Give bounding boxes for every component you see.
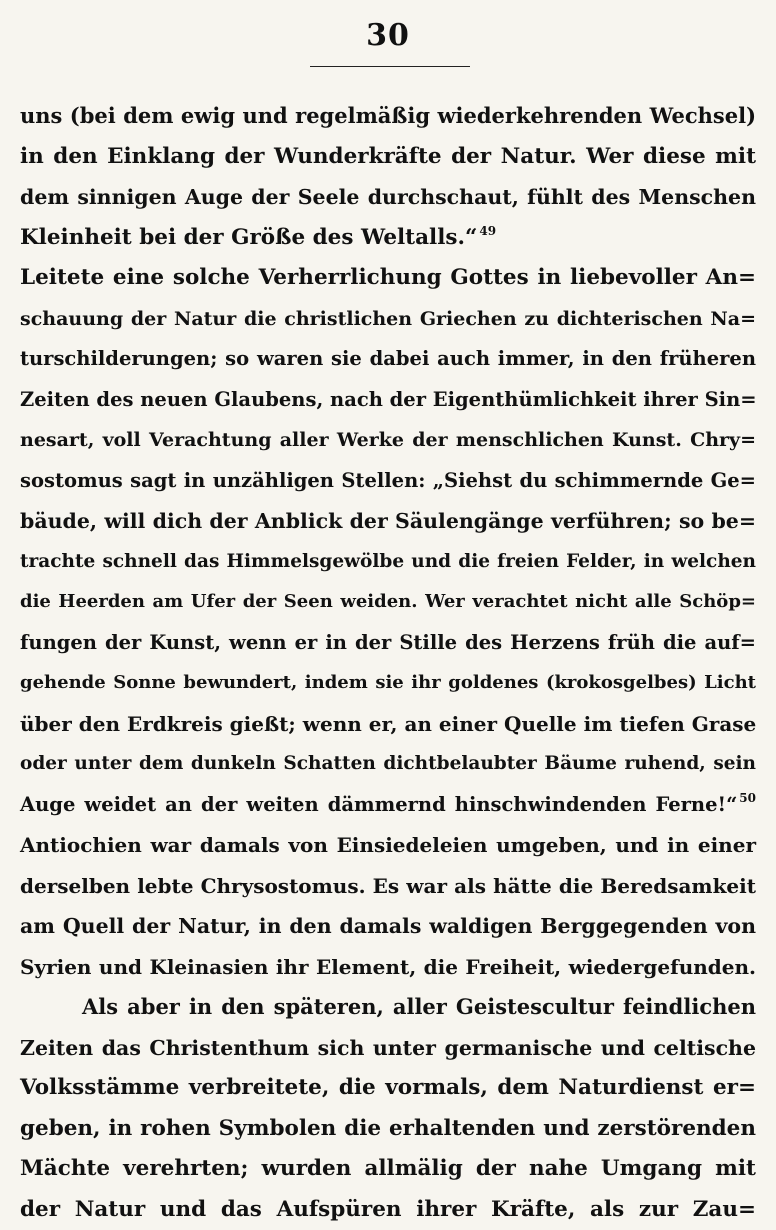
body-text [20,96,756,1230]
text-line: derselben lebte Chrysostomus. Es war als hätte die Beredsamkeit [20,866,756,907]
footnote-ref-49: 49 [479,224,496,238]
text-line: schauung der Natur die christlichen Griechen zu dichterischen Na= [20,299,756,340]
text-line: Auge weidet an der weiten dämmernd hinschwindenden Ferne!“ $^{50}$ [20,785,756,826]
page-number: 30 [0,18,776,53]
text-line: trachte schnell das Himmelsgewölbe und die freien Felder, in welchen [20,542,756,583]
text-line: in den Einklang der Wunderkräfte der Natur. Wer diese mit [20,137,756,178]
text-line: Zeiten des neuen Glaubens, nach der Eigenthümlichkeit ihrer Sin= [20,380,756,421]
text-line: am Quell der Natur, in den damals waldigen Berggegenden von [20,906,756,947]
text-line: der Natur und das Aufspüren ihrer Kräfte, als zur Zau= [20,1190,756,1230]
text-line: fungen der Kunst, wenn er in der Stille des Herzens früh die auf= [20,623,756,664]
text-line: oder unter dem dunkeln Schatten dichtbelaubter Bäume ruhend, sein [20,744,756,785]
text-line: Kleinheit bei der Größe des Weltalls.“ $^{49}$ [20,218,756,259]
text-line: Syrien und Kleinasien ihr Element, die Freiheit, wiedergefunden. [20,947,756,988]
footnote-ref-50: 50 [739,791,756,805]
text-line: nesart, voll Verachtung aller Werke der menschlichen Kunst. Chry= [20,420,756,461]
text-line: uns (bei dem ewig und regelmäßig wiederkehrenden Wechsel) [20,96,756,137]
text-line: Zeiten das Christenthum sich unter germanische und celtische [20,1028,756,1069]
text-line: dem sinnigen Auge der Seele durchschaut, fühlt des Menschen [20,177,756,218]
text-line: bäude, will dich der Anblick der Säulengänge verführen; so be= [20,501,756,542]
text-line: Als aber in den späteren, aller Geistescultur feindlichen [20,987,756,1028]
text-line: über den Erdkreis gießt; wenn er, an einer Quelle im tiefen Grase [20,704,756,745]
text-line: gehende Sonne bewundert, indem sie ihr goldenes (krokosgelbes) Licht [20,663,756,704]
text-line: die Heerden am Ufer der Seen weiden. Wer verachtet nicht alle Schöp= [20,582,756,623]
text-line: Antiochien war damals von Einsiedeleien umgeben, und in einer [20,825,756,866]
text-line: Mächte verehrten; wurden allmälig der nahe Umgang mit [20,1149,756,1190]
text-line: Leitete eine solche Verherrlichung Gottes in liebevoller An= [20,258,756,299]
text-line: turschilderungen; so waren sie dabei auch immer, in den früheren [20,339,756,380]
text-line: sostomus sagt in unzähligen Stellen: „Siehst du schimmernde Ge= [20,461,756,502]
text-line: Volksstämme verbreitete, die vormals, dem Naturdienst er= [20,1068,756,1109]
header-rule [310,66,470,67]
text-line: geben, in rohen Symbolen die erhaltenden und zerstörenden [20,1109,756,1150]
